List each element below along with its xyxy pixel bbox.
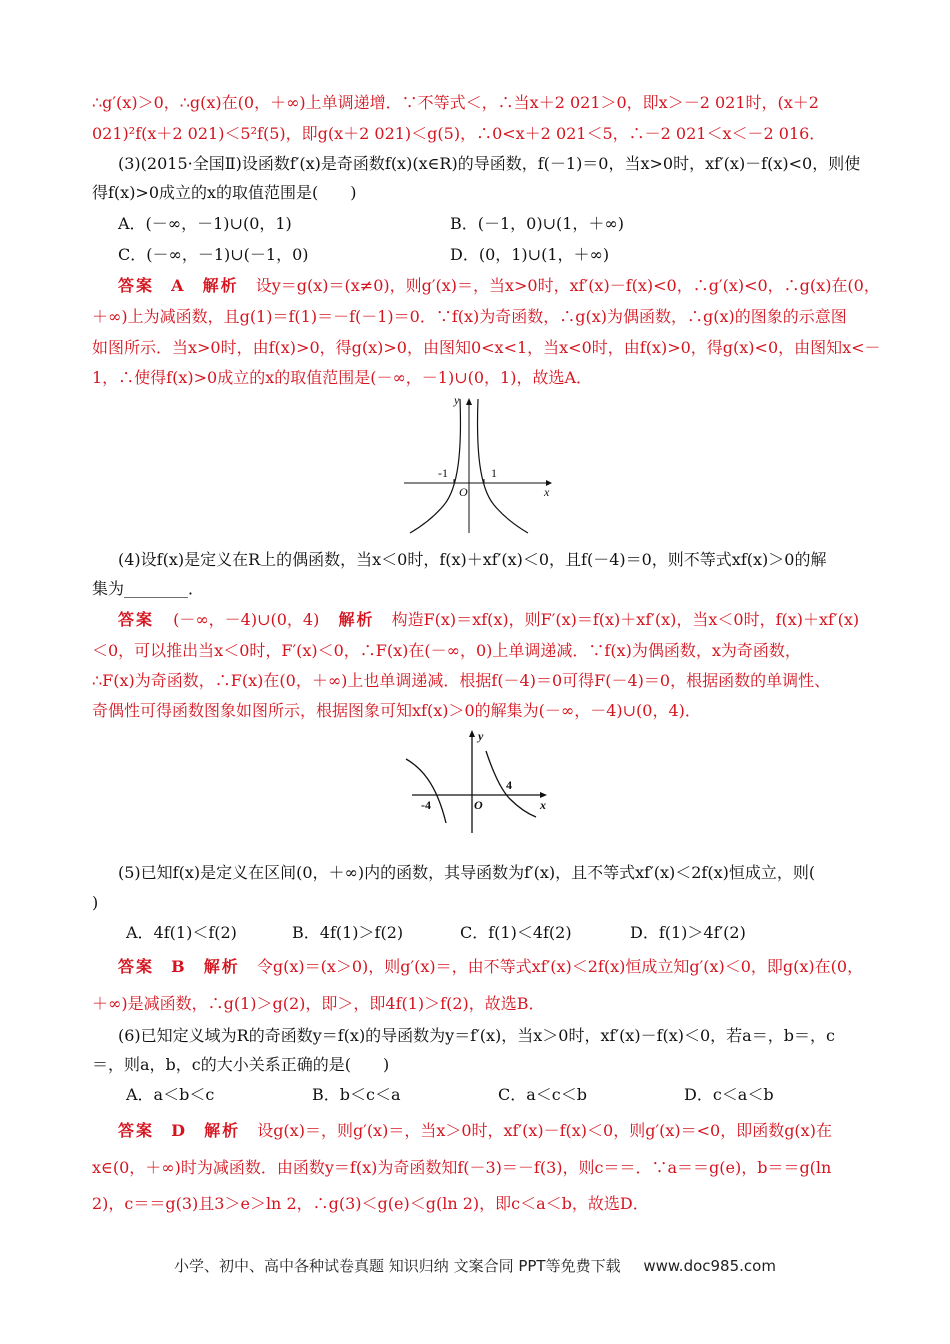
question-6-option-b: B．b＜c＜a <box>312 1085 401 1104</box>
figure-even-function-graph <box>398 393 558 535</box>
answer-3-line <box>118 275 880 297</box>
question-5-option-b: B．4f(1)＞f(2) <box>292 923 404 942</box>
footer-text: 小学、初中、高中各种试卷真题 知识归纳 文案合同 PPT等免费下载 <box>174 1257 621 1275</box>
y-axis-label: y <box>454 393 460 407</box>
origin-label: O <box>459 485 468 499</box>
figure-function-graph <box>402 727 558 835</box>
question-3-option-a: A．(－∞，－1)∪(0，1) <box>118 214 292 233</box>
answer-label: 答案 <box>118 957 155 976</box>
tick-label-neg-1: -1 <box>438 466 448 480</box>
x-axis-label: x <box>540 798 546 812</box>
question-3-option-b: B．(－1，0)∪(1，＋∞) <box>450 214 625 233</box>
analysis-text: 令g(x)＝(x＞0)，则g′(x)＝，由不等式xf′(x)＜2f(x)恒成立知g′(x)＜0，即g(x)在(0， <box>256 957 864 976</box>
question-6-option-a: A．a＜b＜c <box>126 1085 215 1104</box>
question-6-text: (6)已知定义域为R的奇函数y＝f(x)的导函数为y＝f′(x)，当x＞0时，xf′(x)－f(x)＜0，若a＝，b＝，c <box>118 1026 835 1045</box>
answer-5-line <box>118 956 863 978</box>
solution-line: ∴g′(x)＞0，∴g(x)在(0，＋∞)上单调递增．∵不等式＜，∴当x＋2 021＞0，即x＞－2 021时，(x＋2 <box>92 93 819 112</box>
origin-label: O <box>474 798 483 812</box>
question-5-text: (5)已知f(x)是定义在区间(0，＋∞)内的函数，其导函数为f′(x)，且不等式xf′(x)＜2f(x)恒成立，则( <box>118 863 816 882</box>
answer-value: A <box>171 276 184 295</box>
tick-label-pos-1: 1 <box>491 466 497 480</box>
answer-value: (－∞，－4)∪(0，4) <box>173 610 320 629</box>
answer-label: 答案 <box>118 1121 155 1140</box>
question-6-option-c: C．a＜c＜b <box>498 1085 587 1104</box>
question-3-text: (3)(2015·全国Ⅱ)设函数f′(x)是奇函数f(x)(x∈R)的导函数，f(－1)＝0，当x>0时，xf′(x)－f(x)<0，则使 <box>118 154 861 173</box>
question-5-text: ) <box>92 893 99 912</box>
question-6-option-d: D．c＜a＜b <box>684 1085 774 1104</box>
tick-label-pos-4: 4 <box>506 778 512 792</box>
answer-label: 答案 <box>118 276 155 295</box>
analysis-label: 解析 <box>338 610 375 629</box>
question-4-text: (4)设f(x)是定义在R上的偶函数，当x＜0时，f(x)＋xf′(x)＜0，且f(－4)＝0，则不等式xf(x)＞0的解 <box>118 550 827 569</box>
footer-link[interactable]: www.doc985.com <box>643 1257 776 1275</box>
question-5-option-c: C．f(1)＜4f(2) <box>460 923 572 942</box>
question-6-text: ＝，则a，b，c的大小关系正确的是( ) <box>92 1055 390 1074</box>
analysis-line: x∈(0，＋∞)时为减函数．由函数y＝f(x)为奇函数知f(－3)＝－f(3)，则c＝＝．∵a＝＝g(e)，b＝＝g(ln <box>92 1158 832 1177</box>
analysis-label: 解析 <box>203 957 240 976</box>
y-axis-arrow <box>466 398 472 405</box>
tick-label-neg-4: -4 <box>421 798 431 812</box>
y-axis-label: y <box>478 729 484 743</box>
answer-6-line <box>118 1120 832 1142</box>
analysis-line: ＋∞)是减函数，∴g(1)＞g(2)，即＞，即4f(1)＞f(2)，故选B． <box>92 994 545 1013</box>
analysis-line: 如图所示．当x>0时，由f(x)>0，得g(x)>0，由图知0<x<1，当x<0时，由f(x)>0，得g(x)<0，由图知x<－ <box>92 338 881 357</box>
analysis-text: 设g(x)＝，则g′(x)＝，当x＞0时，xf′(x)－f(x)＜0，则g′(x)＝<0，即函数g(x)在 <box>257 1121 832 1140</box>
answer-value: D <box>171 1121 185 1140</box>
answer-value: B <box>171 957 185 976</box>
analysis-line: ＜0，可以推出当x＜0时，F′(x)＜0，∴F(x)在(－∞，0)上单调递减．∵f(x)为偶函数，x为奇函数， <box>92 641 801 660</box>
curve-left-branch <box>410 399 460 533</box>
analysis-line: 1，∴使得f(x)>0成立的x的取值范围是(－∞，－1)∪(0，1)，故选A． <box>92 368 593 387</box>
analysis-line: 奇偶性可得函数图象如图所示，根据图象可知xf(x)＞0的解集为(－∞，－4)∪(0，4)． <box>92 701 701 720</box>
analysis-text: 设y＝g(x)＝(x≠0)，则g′(x)＝，当x>0时，xf′(x)－f(x)<0，∴g′(x)<0，∴g(x)在(0， <box>255 276 880 295</box>
analysis-label: 解析 <box>202 276 239 295</box>
question-3-text: 得f(x)>0成立的x的取值范围是( ) <box>92 183 357 202</box>
question-5-option-a: A．4f(1)＜f(2) <box>126 923 237 942</box>
x-axis-label: x <box>544 485 550 499</box>
analysis-label: 解析 <box>204 1121 241 1140</box>
answer-4-line <box>118 609 859 631</box>
y-axis-arrow <box>469 730 475 737</box>
question-3-option-d: D．(0，1)∪(1，＋∞) <box>450 245 610 264</box>
question-4-text: 集为________． <box>92 579 205 598</box>
analysis-text: 构造F(x)＝xf(x)，则F′(x)＝f(x)＋xf′(x)，当x＜0时，f(x)＋xf′(x) <box>391 610 860 629</box>
analysis-line: ＋∞)上为减函数，且g(1)＝f(1)＝－f(－1)＝0．∵f(x)为奇函数，∴g(x)为偶函数，∴g(x)的图象的示意图 <box>92 307 847 326</box>
curve-right-branch <box>478 399 528 533</box>
page-footer <box>0 1255 950 1276</box>
question-5-option-d: D．f(1)＞4f′(2) <box>630 923 746 942</box>
curve-left-branch <box>406 759 446 823</box>
answer-label: 答案 <box>118 610 155 629</box>
analysis-line: ∴F(x)为奇函数，∴F(x)在(0，＋∞)上也单调递减．根据f(－4)＝0可得F(－4)＝0，根据函数的单调性、 <box>92 671 831 690</box>
analysis-line: 2)，c＝＝g(3)且3＞e＞ln 2，∴g(3)＜g(e)＜g(ln 2)，即c＜a＜b，故选D． <box>92 1194 649 1213</box>
solution-line: 021)²f(x＋2 021)＜5²f(5)，即g(x＋2 021)＜g(5)，∴0<x＋2 021＜5，∴－2 021＜x＜－2 016． <box>92 124 826 143</box>
question-3-option-c: C．(－∞，－1)∪(－1，0) <box>118 245 309 264</box>
